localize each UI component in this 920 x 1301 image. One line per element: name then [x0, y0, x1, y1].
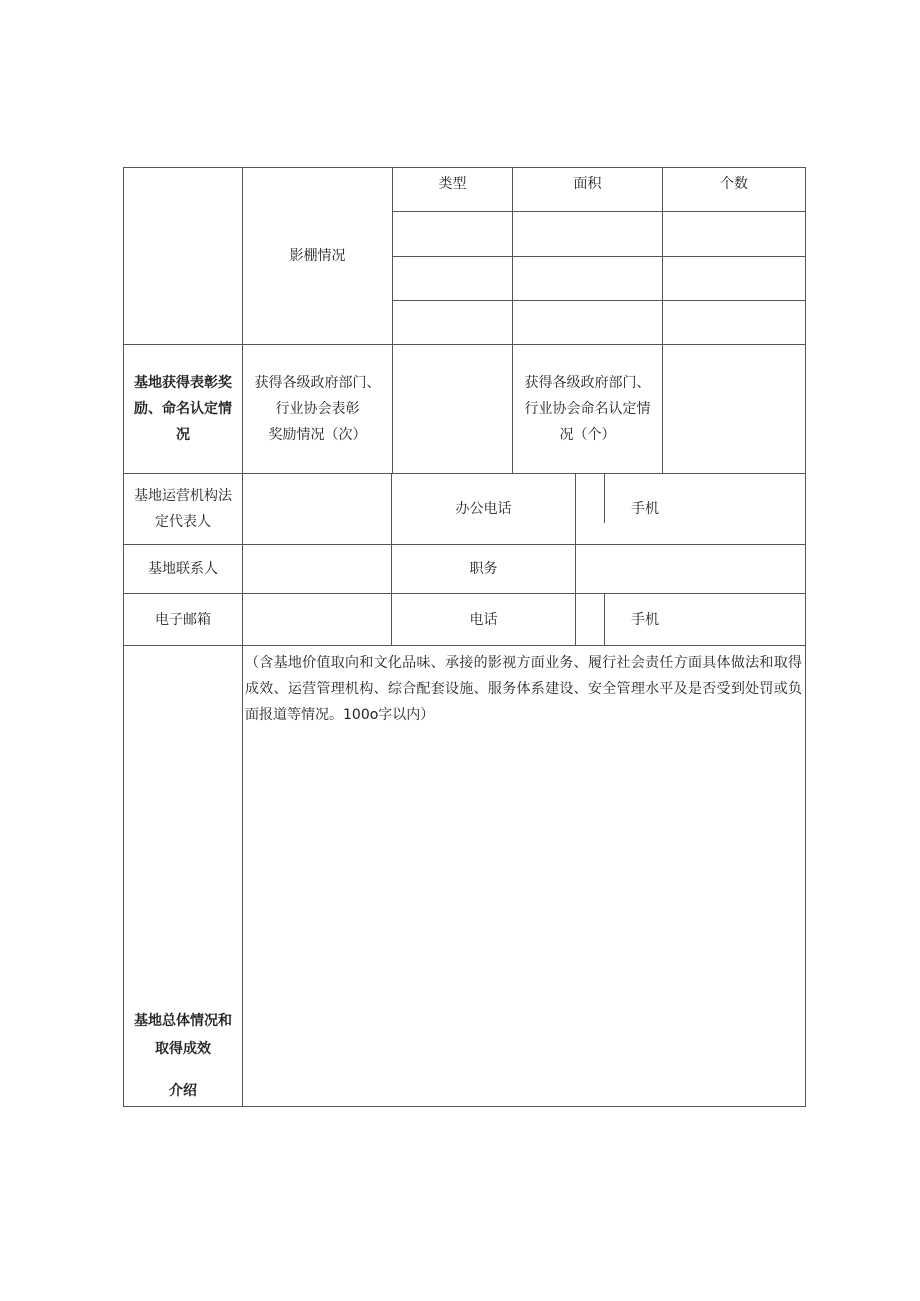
- table-border-right: [805, 167, 806, 1107]
- commend-label-line-3: 奖励情况（次）: [268, 427, 367, 443]
- shed-header-area: 面积: [573, 176, 602, 192]
- commend-label: [243, 345, 392, 473]
- mobile-label: 手机: [631, 611, 659, 628]
- legal-rep-label: [124, 474, 242, 544]
- position-value[interactable]: [576, 545, 805, 593]
- legal-rep-mobile-label: 手机: [631, 501, 659, 517]
- naming-label-line-3: 况（个）: [559, 427, 616, 443]
- shed-row-2-count[interactable]: [663, 257, 805, 300]
- shed-label: 影棚情况: [289, 247, 346, 264]
- awards-label-line-1: 基地获得表彰奖: [134, 375, 232, 391]
- phone-value[interactable]: [576, 594, 604, 645]
- table-border-top: [123, 167, 806, 168]
- awards-label: [124, 345, 242, 473]
- shed-row-3-area[interactable]: [513, 301, 662, 344]
- row-line: [123, 645, 806, 646]
- awards-label-line-3: 况: [176, 427, 190, 443]
- overview-label: [124, 1007, 242, 1105]
- shed-header-type: 类型: [438, 176, 467, 192]
- shed-row-2-type[interactable]: [393, 257, 512, 300]
- phone-label: 电话: [469, 611, 498, 628]
- email-value[interactable]: [243, 594, 391, 645]
- legal-rep-value[interactable]: [243, 474, 391, 544]
- legal-rep-label-line-2: 定代表人: [155, 514, 211, 530]
- commend-value[interactable]: [393, 345, 512, 473]
- shed-row-1-count[interactable]: [663, 212, 805, 256]
- shed-row-3-type[interactable]: [393, 301, 512, 344]
- naming-label-line-2: 行业协会命名认定情: [524, 401, 651, 417]
- awards-label-line-2: 励、命名认定情: [134, 401, 232, 417]
- shed-header-count: 个数: [720, 176, 748, 192]
- overview-label-line-3: 介绍: [169, 1083, 197, 1099]
- shed-row-1-type[interactable]: [393, 212, 512, 256]
- overview-label-line-1: 基地总体情况和: [134, 1013, 232, 1029]
- email-label: 电子邮箱: [155, 611, 211, 628]
- shed-row-2-area[interactable]: [513, 257, 662, 300]
- mobile-value[interactable]: [685, 594, 805, 645]
- commend-label-line-2: 行业协会表彰: [275, 401, 360, 417]
- legal-rep-mobile-value[interactable]: [685, 474, 805, 544]
- registration-form-table: [123, 167, 806, 1107]
- office-phone-label: 办公电话: [455, 501, 512, 517]
- legal-rep-label-line-1: 基地运营机构法: [134, 488, 232, 504]
- office-phone-value[interactable]: [576, 474, 604, 544]
- position-label: 职务: [469, 561, 498, 577]
- shed-row-3-count[interactable]: [663, 301, 805, 344]
- table-border-bottom: [123, 1106, 806, 1107]
- naming-label: [513, 345, 662, 473]
- overview-label-line-2: 取得成效: [155, 1041, 211, 1057]
- overview-note[interactable]: （含基地价值取向和文化品味、承接的影视方面业务、履行社会责任方面具体做法和取得成效、运营管理机构、综合配套设施、服务体系建设、安全管理水平及是否受到处罚或负面报道等情况。100o字以内）: [245, 655, 802, 723]
- naming-label-line-1: 获得各级政府部门、: [524, 375, 651, 391]
- contact-label: 基地联系人: [148, 561, 218, 577]
- shed-row-1-area[interactable]: [513, 212, 662, 256]
- commend-label-line-1: 获得各级政府部门、: [254, 375, 381, 391]
- naming-value[interactable]: [663, 345, 805, 473]
- contact-value[interactable]: [243, 545, 391, 593]
